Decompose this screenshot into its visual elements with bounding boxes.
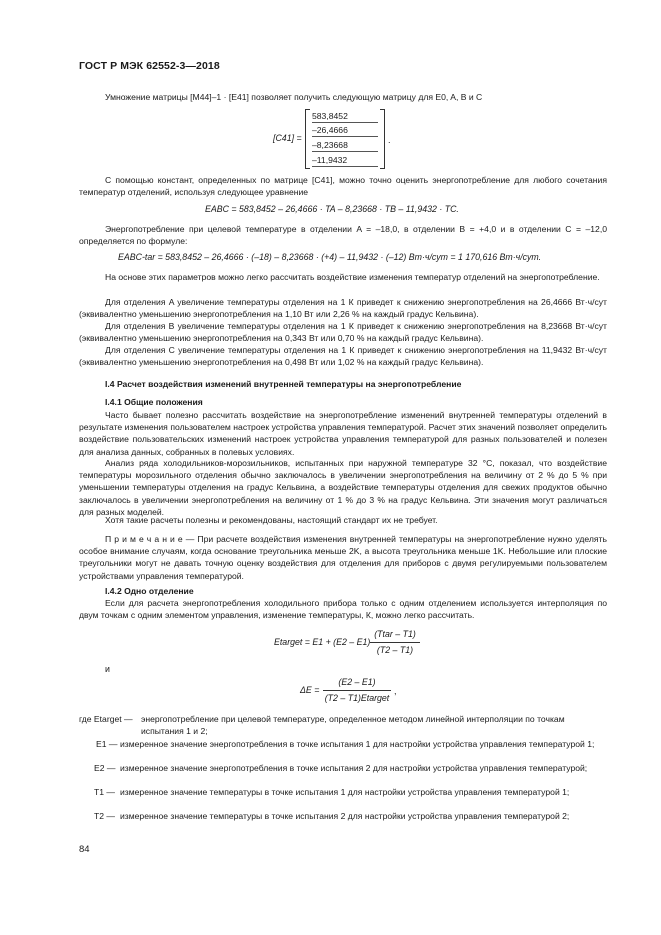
formula-etarget-numerator: (Ttar – T1): [374, 629, 416, 639]
formula-comma: ,: [394, 686, 397, 696]
equation-abc: EABC = 583,8452 – 26,4666 · TA – 8,23668 · TB – 11,9432 · TC.: [205, 204, 459, 214]
note-paragraph: [79, 533, 607, 582]
page-number: 84: [79, 844, 90, 855]
definition-text: измеренное значение температуры в точке испытания 1 для настройки устройства управления температурой 1;: [120, 787, 570, 797]
definition-text: энергопотребление при целевой температуре, определенное методом линейной интерполяции по точкам испытания 1 и 2;: [141, 714, 565, 736]
document-header: ГОСТ Р МЭК 62552-3—2018: [79, 60, 220, 72]
equation-target: EABC-tar = 583,8452 – 26,4666 · (–18) – 8,23668 · (+4) – 11,9432 · (–12) Вт·ч/сут = 1 170,616 Вт·ч/сут.: [118, 252, 542, 262]
constants-paragraph: С помощью констант, определенных по матрице [C41], можно точно оценить энергопотребление для любого сочетания температур отделений, используя следующее уравнение: [79, 175, 607, 198]
formula-etarget-denominator: (T2 – T1): [376, 645, 414, 655]
fraction-bar: [370, 642, 420, 643]
and-word: и: [105, 664, 110, 674]
formula-etarget-lhs: Etarget = E1 + (E2 – E1): [274, 637, 371, 647]
single-compartment-paragraph: Если для расчета энергопотребления холодильного прибора только с одним отделением используется интерполяция по двум точкам с одним элементом управления, изменение температуры, К, можно легко рассчитать.: [79, 598, 607, 621]
section-heading-i4: I.4 Расчет воздействия изменений внутренней температуры на энергопотребление: [105, 379, 462, 389]
note-text: — При расчете воздействия изменения внутренней температуры на энергопотребление нужно уделять особое внимание случаям, когда основание треугольника меньше 2K, а высота треугольника меньше 1K. Небольшие или плоские треугольники могут не давать точную оценку воздействия для отделения для приборов с двумя регулируемыми пользователем устройствами управления температурой.: [79, 534, 608, 581]
definition-symbol: E1 —: [96, 739, 118, 749]
intro-paragraph: Умножение матрицы [M44]–1 · [E41] позволяет получить следующую матрицу для E0, A, B и C: [105, 92, 483, 102]
matrix-cell: –11,9432: [312, 154, 378, 167]
matrix-cell: 583,8452: [312, 110, 378, 123]
formula-delta-numerator: (E2 – E1): [338, 677, 376, 687]
compartment-b-paragraph: Для отделения B увеличение температуры отделения на 1 К приведет к снижению энергопотребления на 8,23668 Вт·ч/сут (эквивалентно уменьшению энергопотребления на 0,343 Вт или 0,70 % на каждый градус Кельвина).: [79, 321, 607, 344]
formula-delta-denominator: (T2 – T1)Etarget: [324, 693, 390, 703]
definition-symbol: E2 —: [94, 763, 116, 773]
matrix-c41: [305, 109, 385, 169]
general-paragraph: Часто бывает полезно рассчитать воздействие на энергопотребление изменений внутренней температуры отделений в результате изменения пользователем настроек устройства управления температурой. Расчет этих значений позволяет определить воздействие пользовательских изменений настроек устройства управления температурой для разных пользователей и полезен для анализа данных, собранных в полевых условиях.: [79, 410, 607, 457]
recommend-paragraph: Хотя такие расчеты полезны и рекомендованы, настоящий стандарт их не требует.: [105, 515, 438, 525]
note-label: П р и м е ч а н и е: [105, 534, 183, 544]
fraction-bar: [323, 690, 391, 691]
definition-text: измеренное значение энергопотребления в точке испытания 1 для настройки устройства управления температурой 1;: [120, 739, 595, 749]
definition-symbol: где Etarget —: [79, 714, 133, 724]
matrix-label: [C41] =: [273, 133, 302, 143]
formula-delta-lhs: ΔE =: [300, 685, 320, 695]
definition-text: измеренное значение энергопотребления в точке испытания 2 для настройки устройства управления температурой;: [120, 763, 588, 773]
definition-text: измеренное значение температуры в точке испытания 2 для настройки устройства управления температурой 2;: [120, 811, 570, 821]
basis-paragraph: На основе этих параметров можно легко рассчитать воздействие изменения температур отделений на энергопотребление.: [105, 272, 600, 282]
matrix-cell: –8,23668: [312, 139, 378, 152]
definition-symbol: T1 —: [94, 787, 116, 797]
definition-symbol: T2 —: [94, 811, 116, 821]
matrix-cell: –26,4666: [312, 124, 378, 137]
matrix-terminator: .: [388, 135, 391, 145]
section-heading-i41: I.4.1 Общие положения: [105, 397, 203, 407]
compartment-a-paragraph: Для отделения A увеличение температуры отделения на 1 К приведет к снижению энергопотребления на 26,4666 Вт·ч/сут (эквивалентно уменьшению энергопотребления на 1,10 Вт или 2,26 % на каждый градус Кельвина).: [79, 297, 607, 320]
analysis-paragraph: Анализ ряда холодильников-морозильников, испытанных при наружной температуре 32 °С, показал, что воздействие температуры морозильного отделения обычно заключалось в увеличении энергопотребления на величину от 2 % до 5 % при уменьшении температуры отделения на градус Кельвина, а воздействие температуры отделения для свежих продуктов обычно заключалось в увеличении энергопотребления на величину от 1 % до 3 % на градус Кельвина. Эти значения могут различаться для разных моделей.: [79, 458, 607, 517]
target-paragraph: Энергопотребление при целевой температуре в отделении A = –18,0, в отделении B = +4,0 и в отделении C = –12,0 определяется по формуле:: [79, 224, 607, 247]
compartment-c-paragraph: Для отделения C увеличение температуры отделения на 1 К приведет к снижению энергопотребления на 11,9432 Вт·ч/сут (эквивалентно уменьшению энергопотребления на 0,498 Вт или 1,02 % на каждый градус Кельвина).: [79, 345, 607, 368]
section-heading-i42: I.4.2 Одно отделение: [105, 586, 194, 596]
